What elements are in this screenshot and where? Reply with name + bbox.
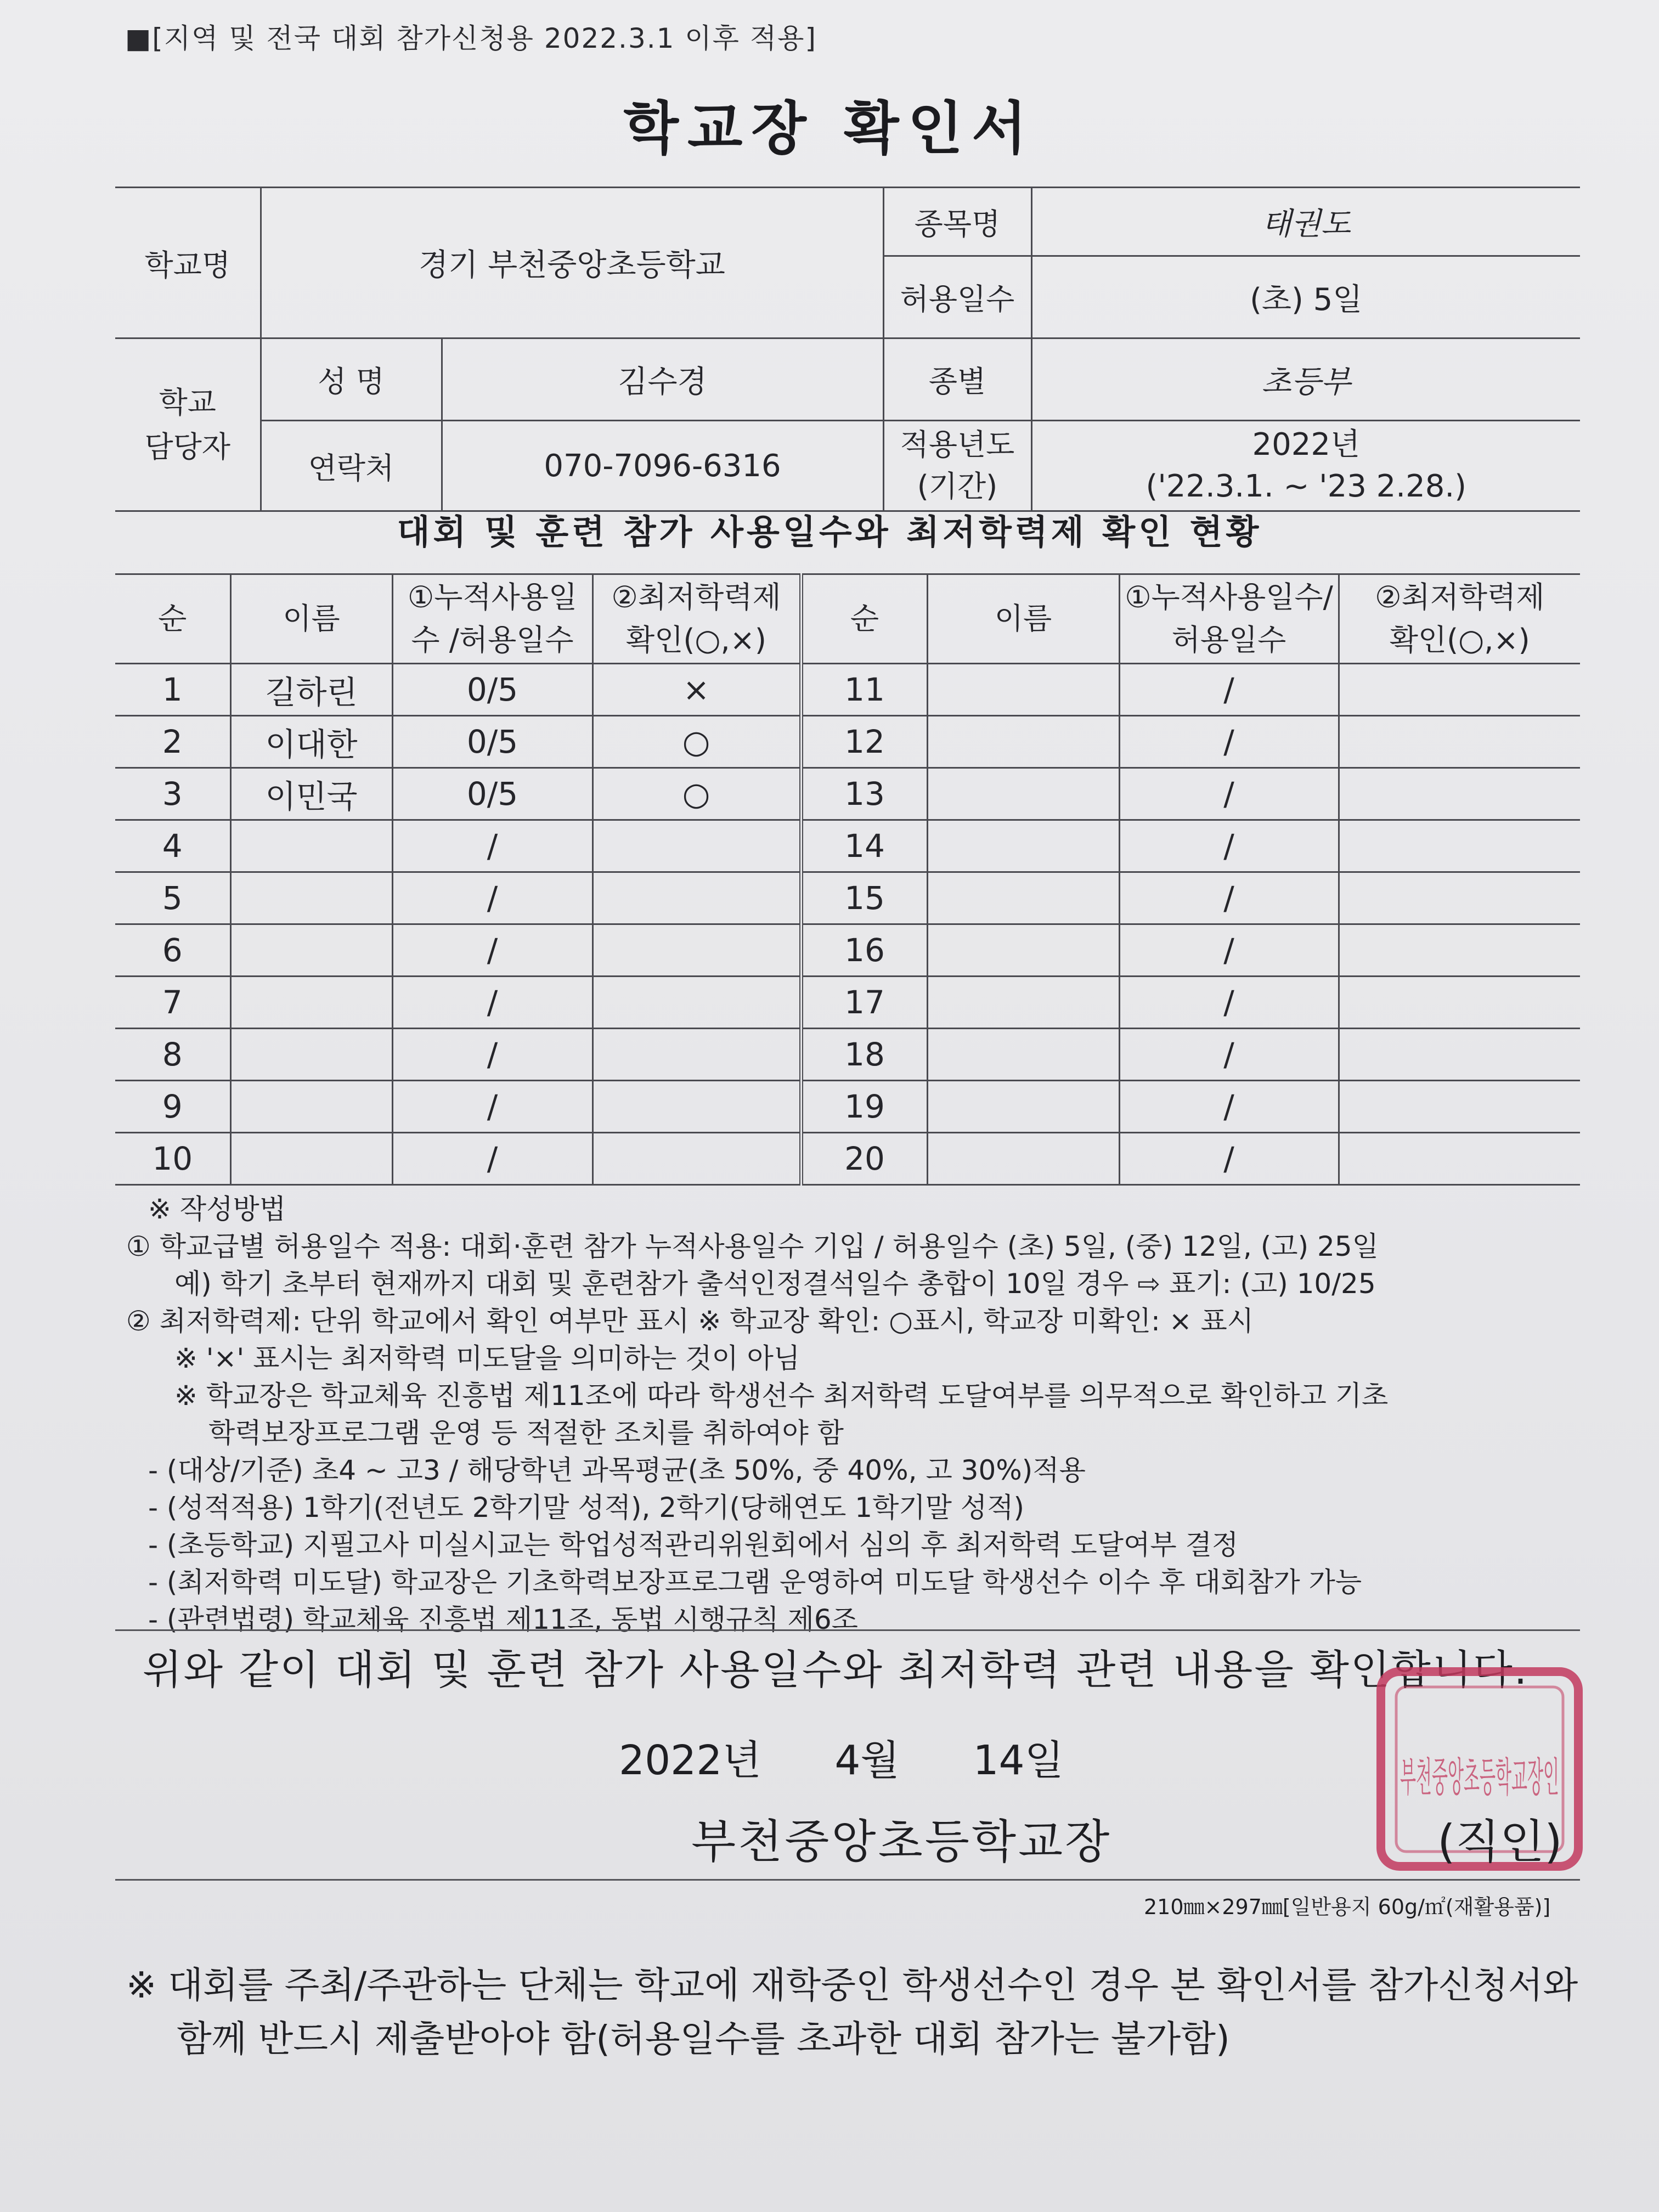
row-check (592, 1029, 801, 1081)
header-no-left: 순 (115, 574, 230, 664)
header-name-left: 이름 (230, 574, 392, 664)
row-no: 15 (801, 872, 927, 924)
instruction-line: - (관련법령) 학교체육 진흥법 제11조, 동법 시행규칙 제6조 (148, 1604, 858, 1635)
principal-title: 부천중앙초등학교장 (691, 1815, 1112, 1869)
row-name (927, 664, 1119, 716)
row-days: / (392, 820, 592, 872)
row-days: / (392, 1133, 592, 1185)
division-value: 초등부 (1031, 338, 1580, 421)
header-check-left (592, 574, 801, 664)
roster-row (115, 820, 1580, 872)
row-check (592, 924, 801, 977)
header-days-right-text: ①누적사용일수/ 허용일수 (1125, 579, 1333, 657)
instruction-line: ※ 학교장은 학교체육 진흥법 제11조에 따라 학생선수 최저학력 도달여부를 의무적으로 확인하고 기초 (174, 1380, 1389, 1412)
row-days: / (1119, 716, 1339, 768)
contact-label: 연락처 (261, 421, 442, 511)
row-check: ○ (592, 768, 801, 820)
row-check (592, 820, 801, 872)
row-no: 12 (801, 716, 927, 768)
paper-spec: 210㎜×297㎜[일반용지 60g/㎡(재활용품)] (1144, 1895, 1551, 1919)
row-no: 4 (115, 820, 230, 872)
header-name-right: 이름 (927, 574, 1119, 664)
roster-row (115, 1029, 1580, 1081)
header-days-left-text: ①누적사용일수 /허용일수 (407, 579, 578, 657)
row-name (927, 872, 1119, 924)
row-check (592, 872, 801, 924)
row-no: 2 (115, 716, 230, 768)
row-no: 10 (115, 1133, 230, 1185)
header-check-right-text: ②최저학력제 확인(○,×) (1375, 579, 1545, 657)
row-no: 18 (801, 1029, 927, 1081)
header-check-left-text: ②최저학력제 확인(○,×) (611, 579, 781, 657)
row-check (592, 977, 801, 1029)
footer-note (126, 1959, 1580, 2066)
roster-row (115, 872, 1580, 924)
row-no: 19 (801, 1081, 927, 1133)
instruction-line: - (초등학교) 지필고사 미실시교는 학업성적관리위원회에서 심의 후 최저학력 도달여부 결정 (148, 1529, 1239, 1561)
allowed-days-label: 허용일수 (883, 256, 1031, 338)
name-label: 성 명 (261, 338, 442, 421)
roster-row (115, 768, 1580, 820)
roster-row (115, 924, 1580, 977)
row-no: 16 (801, 924, 927, 977)
seal-label: (직인) (1437, 1815, 1562, 1869)
manager-label-text: 학교 담당자 (144, 385, 230, 464)
row-name (230, 1029, 392, 1081)
divider (115, 1629, 1580, 1631)
confirmation-text: 위와 같이 대회 및 훈련 참가 사용일수와 최저학력 관련 내용을 확인합니다. (143, 1646, 1529, 1694)
instruction-line: ① 학교급별 허용일수 적용: 대회·훈련 참가 누적사용일수 기입 / 허용일수 (초) 5일, (중) 12일, (고) 25일 (126, 1231, 1379, 1262)
row-check: ○ (592, 716, 801, 768)
row-days: / (392, 1029, 592, 1081)
row-name (230, 1133, 392, 1185)
period-value: ('22.3.1. ~ '23 2.28.) (1146, 469, 1466, 504)
row-no: 8 (115, 1029, 230, 1081)
header-check-right (1339, 574, 1580, 664)
roster-header-row (115, 574, 1580, 664)
row-name (927, 768, 1119, 820)
row-name: 이대한 (230, 716, 392, 768)
row-name (927, 1081, 1119, 1133)
roster-table (115, 573, 1580, 1186)
row-check (592, 1133, 801, 1185)
row-days: 0/5 (392, 768, 592, 820)
row-no: 1 (115, 664, 230, 716)
header-no-right: 순 (801, 574, 927, 664)
row-name (230, 820, 392, 872)
row-check (592, 1081, 801, 1133)
row-check (1339, 664, 1580, 716)
roster-row (115, 1133, 1580, 1185)
row-days: / (1119, 924, 1339, 977)
date-day: 14일 (973, 1737, 1064, 1784)
date-year: 2022년 (619, 1737, 761, 1784)
row-days: / (1119, 820, 1339, 872)
row-days: / (392, 977, 592, 1029)
row-no: 17 (801, 977, 927, 1029)
row-no: 7 (115, 977, 230, 1029)
row-name (230, 924, 392, 977)
roster-row (115, 716, 1580, 768)
row-days: 0/5 (392, 716, 592, 768)
row-days: / (1119, 872, 1339, 924)
row-check (1339, 1133, 1580, 1185)
school-label: 학교명 (115, 188, 261, 338)
row-days: / (1119, 977, 1339, 1029)
division-label: 종별 (883, 338, 1031, 421)
row-no: 6 (115, 924, 230, 977)
seal-text: 부천중앙초등학교장인 (1400, 1754, 1559, 1801)
row-check (1339, 1029, 1580, 1081)
row-no: 13 (801, 768, 927, 820)
row-days: / (1119, 664, 1339, 716)
row-name: 이민국 (230, 768, 392, 820)
row-name: 길하린 (230, 664, 392, 716)
row-no: 5 (115, 872, 230, 924)
year-label-text: 적용년도 (기간) (900, 427, 1015, 504)
allowed-days-value: (초) 5일 (1031, 256, 1580, 338)
row-check (1339, 768, 1580, 820)
row-name (927, 1029, 1119, 1081)
row-days: 0/5 (392, 664, 592, 716)
row-days: / (392, 1081, 592, 1133)
instruction-line: ② 최저학력제: 단위 학교에서 확인 여부만 표시 ※ 학교장 확인: ○표시, 학교장 미확인: × 표시 (126, 1305, 1254, 1337)
school-name: 경기 부천중앙초등학교 (261, 188, 883, 338)
instruction-line: 예) 학기 초부터 현재까지 대회 및 훈련참가 출석인정결석일수 총합이 10일 경우 ⇨ 표기: (고) 10/25 (174, 1268, 1376, 1300)
event-value: 태권도 (1031, 188, 1580, 256)
row-name (927, 716, 1119, 768)
row-no: 9 (115, 1081, 230, 1133)
row-name (927, 977, 1119, 1029)
instructions-heading: ※ 작성방법 (148, 1193, 286, 1225)
year-label (883, 421, 1031, 511)
row-no: 3 (115, 768, 230, 820)
row-name (230, 977, 392, 1029)
row-check (1339, 1081, 1580, 1133)
instruction-line: - (성적적용) 1학기(전년도 2학기말 성적), 2학기(당해연도 1학기말 성적) (148, 1492, 1024, 1523)
year-cell (1031, 421, 1580, 511)
row-check (1339, 820, 1580, 872)
roster-row (115, 977, 1580, 1029)
instruction-line: - (대상/기준) 초4 ~ 고3 / 해당학년 과목평균(초 50%, 중 40%, 고 30%)적용 (148, 1454, 1086, 1486)
info-table (115, 187, 1580, 512)
name-value: 김수경 (442, 338, 883, 421)
row-name (230, 872, 392, 924)
row-no: 11 (801, 664, 927, 716)
row-no: 14 (801, 820, 927, 872)
contact-value: 070-7096-6316 (442, 421, 883, 511)
instructions (126, 1190, 1580, 1638)
signing-date (619, 1728, 1064, 1786)
row-check: × (592, 664, 801, 716)
instruction-line: - (최저학력 미도달) 학교장은 기초학력보장프로그램 운영하여 미도달 학생선수 이수 후 대회참가 가능 (148, 1566, 1362, 1598)
instruction-line: 학력보장프로그램 운영 등 적절한 조치를 취하여야 함 (208, 1417, 844, 1449)
row-name (927, 820, 1119, 872)
row-check (1339, 924, 1580, 977)
row-days: / (1119, 1081, 1339, 1133)
row-name (927, 924, 1119, 977)
row-days: / (1119, 1029, 1339, 1081)
row-days: / (1119, 1133, 1339, 1185)
roster-row (115, 1081, 1580, 1133)
document-title: 학교장 확인서 (623, 95, 1036, 162)
section-title: 대회 및 훈련 참가 사용일수와 최저학력제 확인 현황 (397, 512, 1262, 552)
row-days: / (1119, 768, 1339, 820)
header-note: ■[지역 및 전국 대회 참가신청용 2022.3.1 이후 적용] (125, 22, 817, 54)
row-check (1339, 872, 1580, 924)
date-month: 4월 (834, 1737, 900, 1784)
row-no: 20 (801, 1133, 927, 1185)
row-days: / (392, 924, 592, 977)
year-value: 2022년 (1252, 427, 1361, 463)
roster-row (115, 664, 1580, 716)
footer-note-line: ※ 대회를 주최/주관하는 단체는 학교에 재학중인 학생선수인 경우 본 확인서를 참가신청서와 (126, 1964, 1578, 2006)
instruction-line: ※ '×' 표시는 최저학력 미도달을 의미하는 것이 아님 (174, 1342, 800, 1374)
row-name (927, 1133, 1119, 1185)
manager-label (115, 338, 261, 511)
row-name (230, 1081, 392, 1133)
divider (115, 1879, 1580, 1881)
event-label: 종목명 (883, 188, 1031, 256)
row-check (1339, 977, 1580, 1029)
footer-note-line: 함께 반드시 제출받아야 함(허용일수를 초과한 대회 참가는 불가함) (177, 2018, 1230, 2060)
header-days-right (1119, 574, 1339, 664)
row-check (1339, 716, 1580, 768)
row-days: / (392, 872, 592, 924)
header-days-left (392, 574, 592, 664)
